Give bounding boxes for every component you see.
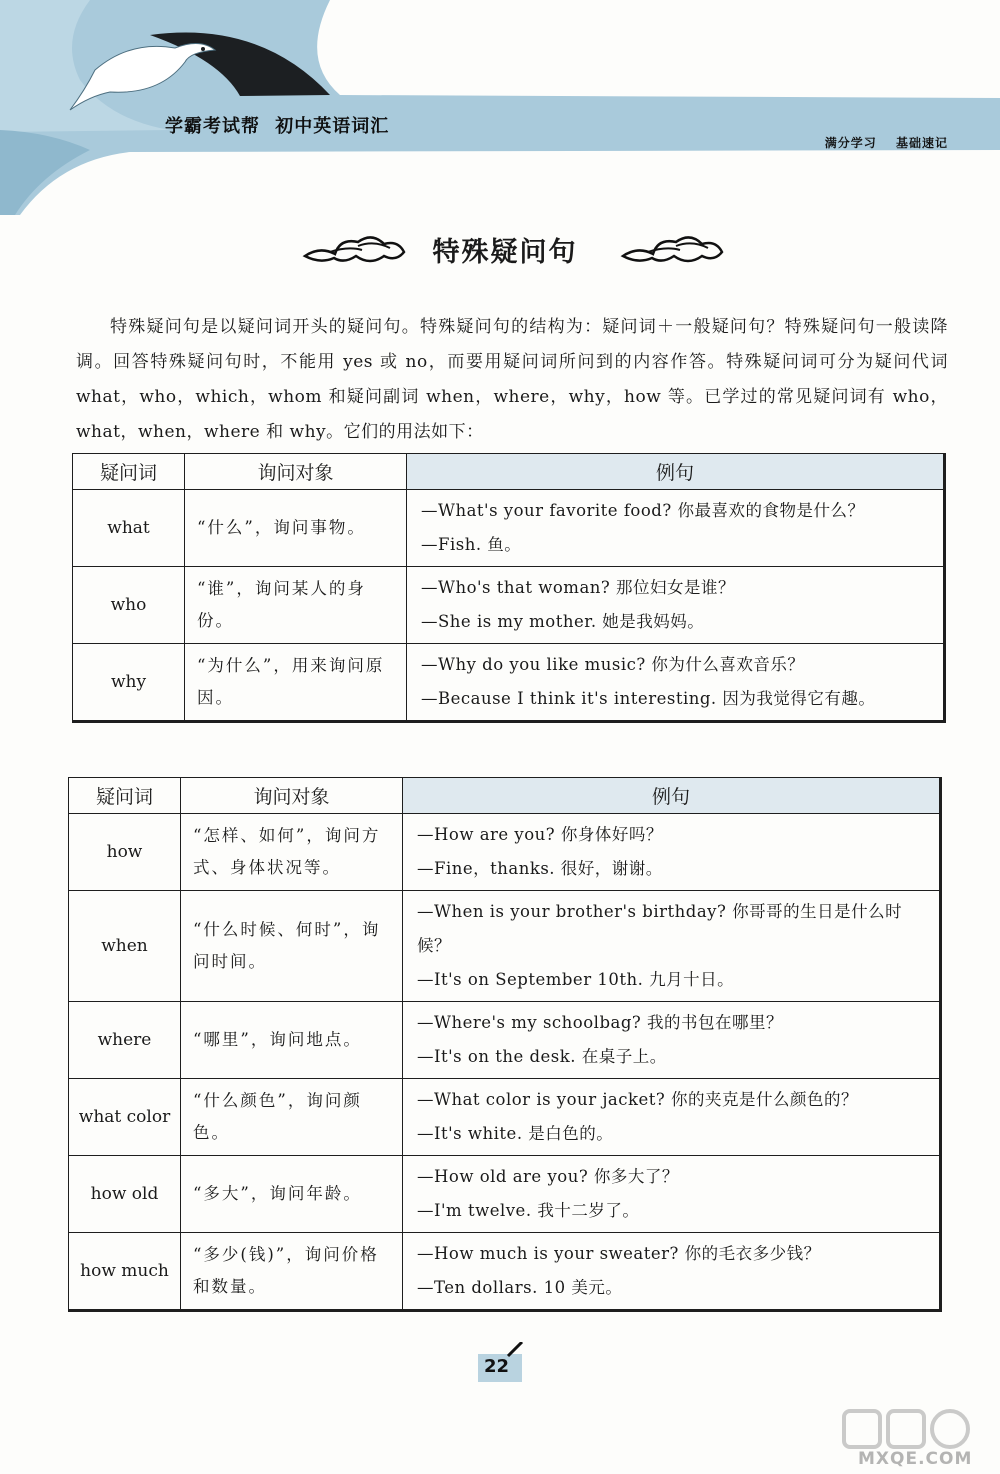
page-header — [0, 0, 1000, 215]
section-heading — [300, 222, 730, 272]
book-title — [165, 112, 389, 138]
question-target: “为什么”，用来询问原因。 — [185, 644, 407, 722]
example-sentence: —It's white. 是白色的。 — [417, 1124, 614, 1143]
question-word: who — [73, 567, 185, 644]
example-sentence: —How old are you? 你多大了？ — [417, 1167, 679, 1186]
table-row — [73, 567, 945, 644]
example-sentence: —It's on September 10th. 九月十日。 — [417, 970, 735, 989]
page-number — [478, 1342, 528, 1382]
question-word: how — [69, 814, 181, 891]
example-cell — [403, 814, 941, 891]
example-sentence: —When is your brother's birthday? 你哥哥的生日是什么时候？ — [417, 902, 903, 955]
header-word: 疑问词 — [69, 778, 181, 814]
example-sentence: —Ten dollars. 10 美元。 — [417, 1278, 623, 1297]
watermark-logo-icon — [832, 1405, 982, 1453]
header-example: 例句 — [407, 454, 945, 490]
example-sentence: —How much is your sweater? 你的毛衣多少钱？ — [417, 1244, 821, 1263]
question-word: how much — [69, 1233, 181, 1311]
table-row — [69, 1156, 941, 1233]
question-target: “怎样、如何”，询问方式、身体状况等。 — [181, 814, 403, 891]
book-title-sub: 初中英语词汇 — [275, 116, 390, 137]
example-cell — [407, 567, 945, 644]
example-sentence: —Because I think it's interesting. 因为我觉得它有趣。 — [421, 689, 876, 708]
example-sentence: —How are you? 你身体好吗？ — [417, 825, 663, 844]
example-cell — [403, 1079, 941, 1156]
table-header-row — [69, 778, 941, 814]
question-target: “谁”，询问某人的身份。 — [185, 567, 407, 644]
example-cell — [403, 1002, 941, 1079]
header-label-2: 基础速记 — [895, 136, 948, 150]
example-sentence: —Where's my schoolbag? 我的书包在哪里？ — [417, 1013, 783, 1032]
question-target: “多大”，询问年龄。 — [181, 1156, 403, 1233]
table-row — [69, 1002, 941, 1079]
question-word-table-2 — [68, 777, 942, 1312]
table-header-row — [73, 454, 945, 490]
question-word: where — [69, 1002, 181, 1079]
example-sentence: —Fish. 鱼。 — [421, 535, 522, 554]
example-sentence: —Who's that woman? 那位妇女是谁？ — [421, 578, 735, 597]
question-word-table-1 — [72, 453, 946, 723]
header-example: 例句 — [403, 778, 941, 814]
example-sentence: —What's your favorite food? 你最喜欢的食物是什么？ — [421, 501, 865, 520]
table-row — [73, 490, 945, 567]
cloud-left-icon — [300, 226, 410, 266]
example-sentence: —What color is your jacket? 你的夹克是什么颜色的？ — [417, 1090, 858, 1109]
book-title-main: 学霸考试帮 — [165, 116, 260, 137]
example-cell — [407, 644, 945, 722]
question-target: “多少(钱)”，询问价格和数量。 — [181, 1233, 403, 1311]
header-word: 疑问词 — [73, 454, 185, 490]
example-sentence: —It's on the desk. 在桌子上。 — [417, 1047, 667, 1066]
table-row — [69, 891, 941, 1002]
question-word: why — [73, 644, 185, 722]
table-row — [69, 1233, 941, 1311]
header-target: 询问对象 — [181, 778, 403, 814]
table1-body — [73, 490, 945, 722]
question-word: how old — [69, 1156, 181, 1233]
example-cell — [407, 490, 945, 567]
cloud-right-icon — [618, 226, 728, 266]
example-cell — [403, 1233, 941, 1311]
table-row — [73, 644, 945, 722]
example-cell — [403, 891, 941, 1002]
question-word: what color — [69, 1079, 181, 1156]
table-row — [69, 1079, 941, 1156]
example-cell — [403, 1156, 941, 1233]
header-labels — [825, 134, 948, 151]
watermark — [832, 1405, 982, 1471]
question-target: “什么”，询问事物。 — [185, 490, 407, 567]
header-label-1: 满分学习 — [824, 136, 877, 150]
table-row — [69, 814, 941, 891]
intro-paragraph: 特殊疑问句是以疑问词开头的疑问句。特殊疑问句的结构为：疑问词＋一般疑问句？特殊疑问句一般读降调。回答特殊疑问句时，不能用 yes 或 no，而要用疑问词所问到的内容作答。特殊疑问词可分为疑问代词 what，who，which，whom 和疑问副词 when，where，why，how 等。已学过的常见疑问词有 who，what，when，where 和 why。它们的用法如下： — [76, 317, 948, 442]
question-word: what — [73, 490, 185, 567]
example-sentence: —I'm twelve. 我十二岁了。 — [417, 1201, 640, 1220]
section-title: 特殊疑问句 — [432, 237, 578, 268]
header-decoration — [0, 0, 1000, 215]
question-word: when — [69, 891, 181, 1002]
watermark-text: MXQE.COM — [858, 1449, 973, 1469]
header-target: 询问对象 — [185, 454, 407, 490]
table2-body — [69, 814, 941, 1311]
question-target: “什么时候、何时”，询问时间。 — [181, 891, 403, 1002]
example-sentence: —Why do you like music? 你为什么喜欢音乐？ — [421, 655, 805, 674]
example-sentence: —She is my mother. 她是我妈妈。 — [421, 612, 705, 631]
page-number-text: 22 — [484, 1356, 510, 1377]
question-target: “哪里”，询问地点。 — [181, 1002, 403, 1079]
example-sentence: —Fine，thanks. 很好，谢谢。 — [417, 859, 663, 878]
question-target: “什么颜色”，询问颜色。 — [181, 1079, 403, 1156]
